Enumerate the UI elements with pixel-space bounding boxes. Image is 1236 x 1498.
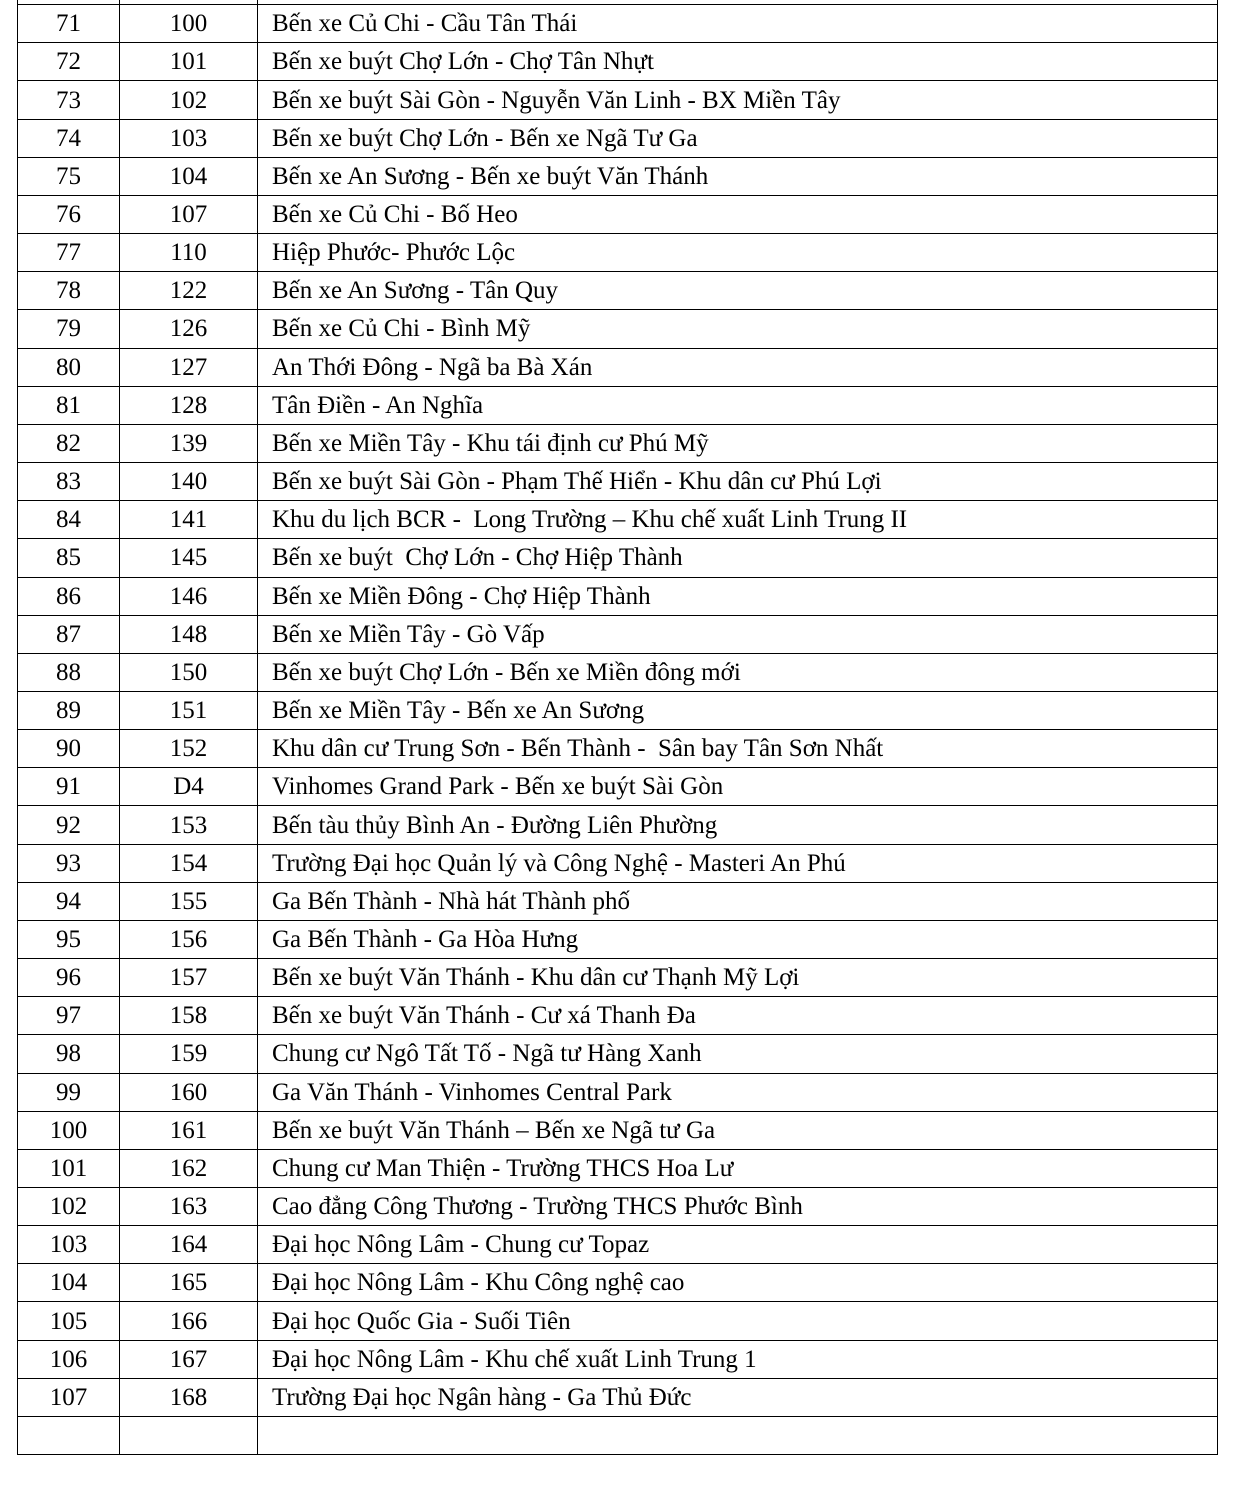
route-name-cell: Bến xe buýt Chợ Lớn - Bến xe Miền đông mới [258, 653, 1218, 691]
row-number-cell: 92 [18, 806, 120, 844]
route-number-cell: 168 [120, 1378, 258, 1416]
route-name-cell: Vinhomes Grand Park - Bến xe buýt Sài Gòn [258, 768, 1218, 806]
row-number-cell: 95 [18, 920, 120, 958]
route-name-cell: Trường Đại học Ngân hàng - Ga Thủ Đức [258, 1378, 1218, 1416]
route-number-cell: 161 [120, 1111, 258, 1149]
row-number-cell [18, 1416, 120, 1454]
row-number-cell: 90 [18, 730, 120, 768]
table-row [18, 1378, 1218, 1416]
row-number-cell: 101 [18, 1149, 120, 1187]
row-number-cell: 103 [18, 1226, 120, 1264]
route-number-cell: 148 [120, 615, 258, 653]
route-name-cell: Bến xe buýt Văn Thánh – Bến xe Ngã tư Ga [258, 1111, 1218, 1149]
route-number-cell: 158 [120, 997, 258, 1035]
table-row [18, 959, 1218, 997]
route-number-cell: 160 [120, 1073, 258, 1111]
table-row [18, 806, 1218, 844]
route-name-cell: Chung cư Ngô Tất Tố - Ngã tư Hàng Xanh [258, 1035, 1218, 1073]
row-number-cell: 74 [18, 119, 120, 157]
route-number-cell: 156 [120, 920, 258, 958]
table-row [18, 1264, 1218, 1302]
table-row [18, 463, 1218, 501]
row-number-cell: 77 [18, 234, 120, 272]
route-number-cell: 155 [120, 882, 258, 920]
route-name-cell: Cao đẳng Công Thương - Trường THCS Phước Bình [258, 1188, 1218, 1226]
route-name-cell [258, 1416, 1218, 1454]
table-row [18, 1188, 1218, 1226]
route-name-cell: Bến tàu thủy Bình An - Đường Liên Phường [258, 806, 1218, 844]
row-number-cell: 105 [18, 1302, 120, 1340]
row-number-cell: 71 [18, 5, 120, 43]
row-number-cell: 106 [18, 1340, 120, 1378]
table-row [18, 1035, 1218, 1073]
route-number-cell: 103 [120, 119, 258, 157]
route-name-cell: Bến xe Củ Chi - Bố Heo [258, 195, 1218, 233]
route-number-cell: 152 [120, 730, 258, 768]
table-row [18, 424, 1218, 462]
row-number-cell: 93 [18, 844, 120, 882]
route-name-cell: Bến xe buýt Văn Thánh - Khu dân cư Thạnh Mỹ Lợi [258, 959, 1218, 997]
table-row [18, 501, 1218, 539]
route-number-cell: 128 [120, 386, 258, 424]
row-number-cell: 85 [18, 539, 120, 577]
route-name-cell: Đại học Nông Lâm - Khu Công nghệ cao [258, 1264, 1218, 1302]
route-name-cell: Đại học Nông Lâm - Khu chế xuất Linh Trung 1 [258, 1340, 1218, 1378]
route-name-cell: Bến xe Củ Chi - Cầu Tân Thái [258, 5, 1218, 43]
table-row [18, 615, 1218, 653]
route-name-cell: Khu dân cư Trung Sơn - Bến Thành - Sân bay Tân Sơn Nhất [258, 730, 1218, 768]
row-number-cell: 81 [18, 386, 120, 424]
row-number-cell: 76 [18, 195, 120, 233]
route-number-cell: 150 [120, 653, 258, 691]
row-number-cell: 99 [18, 1073, 120, 1111]
table-row [18, 768, 1218, 806]
route-name-cell: Bến xe Củ Chi - Bình Mỹ [258, 310, 1218, 348]
row-number-cell: 75 [18, 157, 120, 195]
route-number-cell: 146 [120, 577, 258, 615]
route-name-cell: Ga Văn Thánh - Vinhomes Central Park [258, 1073, 1218, 1111]
table-row [18, 1111, 1218, 1149]
table-row [18, 1226, 1218, 1264]
route-name-cell: Hiệp Phước- Phước Lộc [258, 234, 1218, 272]
table-row [18, 730, 1218, 768]
table-row [18, 1302, 1218, 1340]
row-number-cell: 82 [18, 424, 120, 462]
table-row [18, 920, 1218, 958]
row-number-cell: 88 [18, 653, 120, 691]
row-number-cell: 87 [18, 615, 120, 653]
table-row [18, 1073, 1218, 1111]
bus-route-table [17, 0, 1218, 1455]
table-row [18, 195, 1218, 233]
route-name-cell: Bến xe buýt Văn Thánh - Cư xá Thanh Đa [258, 997, 1218, 1035]
route-number-cell: 102 [120, 81, 258, 119]
route-number-cell: 151 [120, 691, 258, 729]
route-number-cell: 101 [120, 43, 258, 81]
row-number-cell: 72 [18, 43, 120, 81]
route-number-cell: 127 [120, 348, 258, 386]
row-number-cell: 91 [18, 768, 120, 806]
row-number-cell: 80 [18, 348, 120, 386]
route-number-cell: D4 [120, 768, 258, 806]
route-number-cell: 167 [120, 1340, 258, 1378]
table-row [18, 43, 1218, 81]
row-number-cell: 98 [18, 1035, 120, 1073]
row-number-cell: 104 [18, 1264, 120, 1302]
route-number-cell: 164 [120, 1226, 258, 1264]
row-number-cell: 97 [18, 997, 120, 1035]
table-row [18, 81, 1218, 119]
route-name-cell: Khu du lịch BCR - Long Trường – Khu chế xuất Linh Trung II [258, 501, 1218, 539]
route-name-cell: Đại học Quốc Gia - Suối Tiên [258, 1302, 1218, 1340]
route-name-cell: Bến xe buýt Sài Gòn - Nguyễn Văn Linh - BX Miền Tây [258, 81, 1218, 119]
table-row [18, 844, 1218, 882]
route-number-cell: 107 [120, 195, 258, 233]
row-number-cell: 100 [18, 1111, 120, 1149]
row-number-cell: 102 [18, 1188, 120, 1226]
row-number-cell: 94 [18, 882, 120, 920]
route-number-cell: 154 [120, 844, 258, 882]
route-number-cell: 100 [120, 5, 258, 43]
table-row [18, 386, 1218, 424]
table-row [18, 539, 1218, 577]
route-number-cell: 163 [120, 1188, 258, 1226]
route-number-cell: 141 [120, 501, 258, 539]
table-row [18, 577, 1218, 615]
row-number-cell: 73 [18, 81, 120, 119]
table-row [18, 119, 1218, 157]
table-row [18, 5, 1218, 43]
row-number-cell: 89 [18, 691, 120, 729]
route-name-cell: Chung cư Man Thiện - Trường THCS Hoa Lư [258, 1149, 1218, 1187]
table-row [18, 1416, 1218, 1454]
route-name-cell: An Thới Đông - Ngã ba Bà Xán [258, 348, 1218, 386]
route-name-cell: Bến xe buýt Chợ Lớn - Chợ Hiệp Thành [258, 539, 1218, 577]
row-number-cell: 83 [18, 463, 120, 501]
table-row [18, 653, 1218, 691]
table-row [18, 882, 1218, 920]
row-number-cell: 84 [18, 501, 120, 539]
route-number-cell: 165 [120, 1264, 258, 1302]
route-name-cell: Ga Bến Thành - Nhà hát Thành phố [258, 882, 1218, 920]
route-name-cell: Trường Đại học Quản lý và Công Nghệ - Masteri An Phú [258, 844, 1218, 882]
route-name-cell: Ga Bến Thành - Ga Hòa Hưng [258, 920, 1218, 958]
row-number-cell: 79 [18, 310, 120, 348]
route-name-cell: Bến xe An Sương - Bến xe buýt Văn Thánh [258, 157, 1218, 195]
route-number-cell: 126 [120, 310, 258, 348]
route-number-cell: 153 [120, 806, 258, 844]
route-name-cell: Bến xe Miền Tây - Gò Vấp [258, 615, 1218, 653]
table-row [18, 310, 1218, 348]
table-row [18, 272, 1218, 310]
bus-route-table-body [18, 0, 1218, 1455]
table-row [18, 348, 1218, 386]
route-name-cell: Bến xe Miền Tây - Khu tái định cư Phú Mỹ [258, 424, 1218, 462]
route-name-cell: Bến xe An Sương - Tân Quy [258, 272, 1218, 310]
route-number-cell: 166 [120, 1302, 258, 1340]
row-number-cell: 96 [18, 959, 120, 997]
route-name-cell: Tân Điền - An Nghĩa [258, 386, 1218, 424]
route-name-cell: Bến xe buýt Sài Gòn - Phạm Thế Hiển - Khu dân cư Phú Lợi [258, 463, 1218, 501]
table-row [18, 1340, 1218, 1378]
route-name-cell: Đại học Nông Lâm - Chung cư Topaz [258, 1226, 1218, 1264]
route-number-cell: 122 [120, 272, 258, 310]
row-number-cell: 86 [18, 577, 120, 615]
route-number-cell: 104 [120, 157, 258, 195]
route-name-cell: Bến xe Miền Tây - Bến xe An Sương [258, 691, 1218, 729]
route-number-cell: 159 [120, 1035, 258, 1073]
table-row [18, 157, 1218, 195]
table-row [18, 234, 1218, 272]
route-number-cell: 110 [120, 234, 258, 272]
route-number-cell: 145 [120, 539, 258, 577]
route-number-cell: 139 [120, 424, 258, 462]
row-number-cell: 107 [18, 1378, 120, 1416]
row-number-cell: 78 [18, 272, 120, 310]
table-row [18, 691, 1218, 729]
route-number-cell: 157 [120, 959, 258, 997]
route-number-cell: 162 [120, 1149, 258, 1187]
table-row [18, 997, 1218, 1035]
table-row [18, 1149, 1218, 1187]
route-name-cell: Bến xe Miền Đông - Chợ Hiệp Thành [258, 577, 1218, 615]
route-name-cell: Bến xe buýt Chợ Lớn - Chợ Tân Nhựt [258, 43, 1218, 81]
route-number-cell: 140 [120, 463, 258, 501]
route-name-cell: Bến xe buýt Chợ Lớn - Bến xe Ngã Tư Ga [258, 119, 1218, 157]
route-number-cell [120, 1416, 258, 1454]
